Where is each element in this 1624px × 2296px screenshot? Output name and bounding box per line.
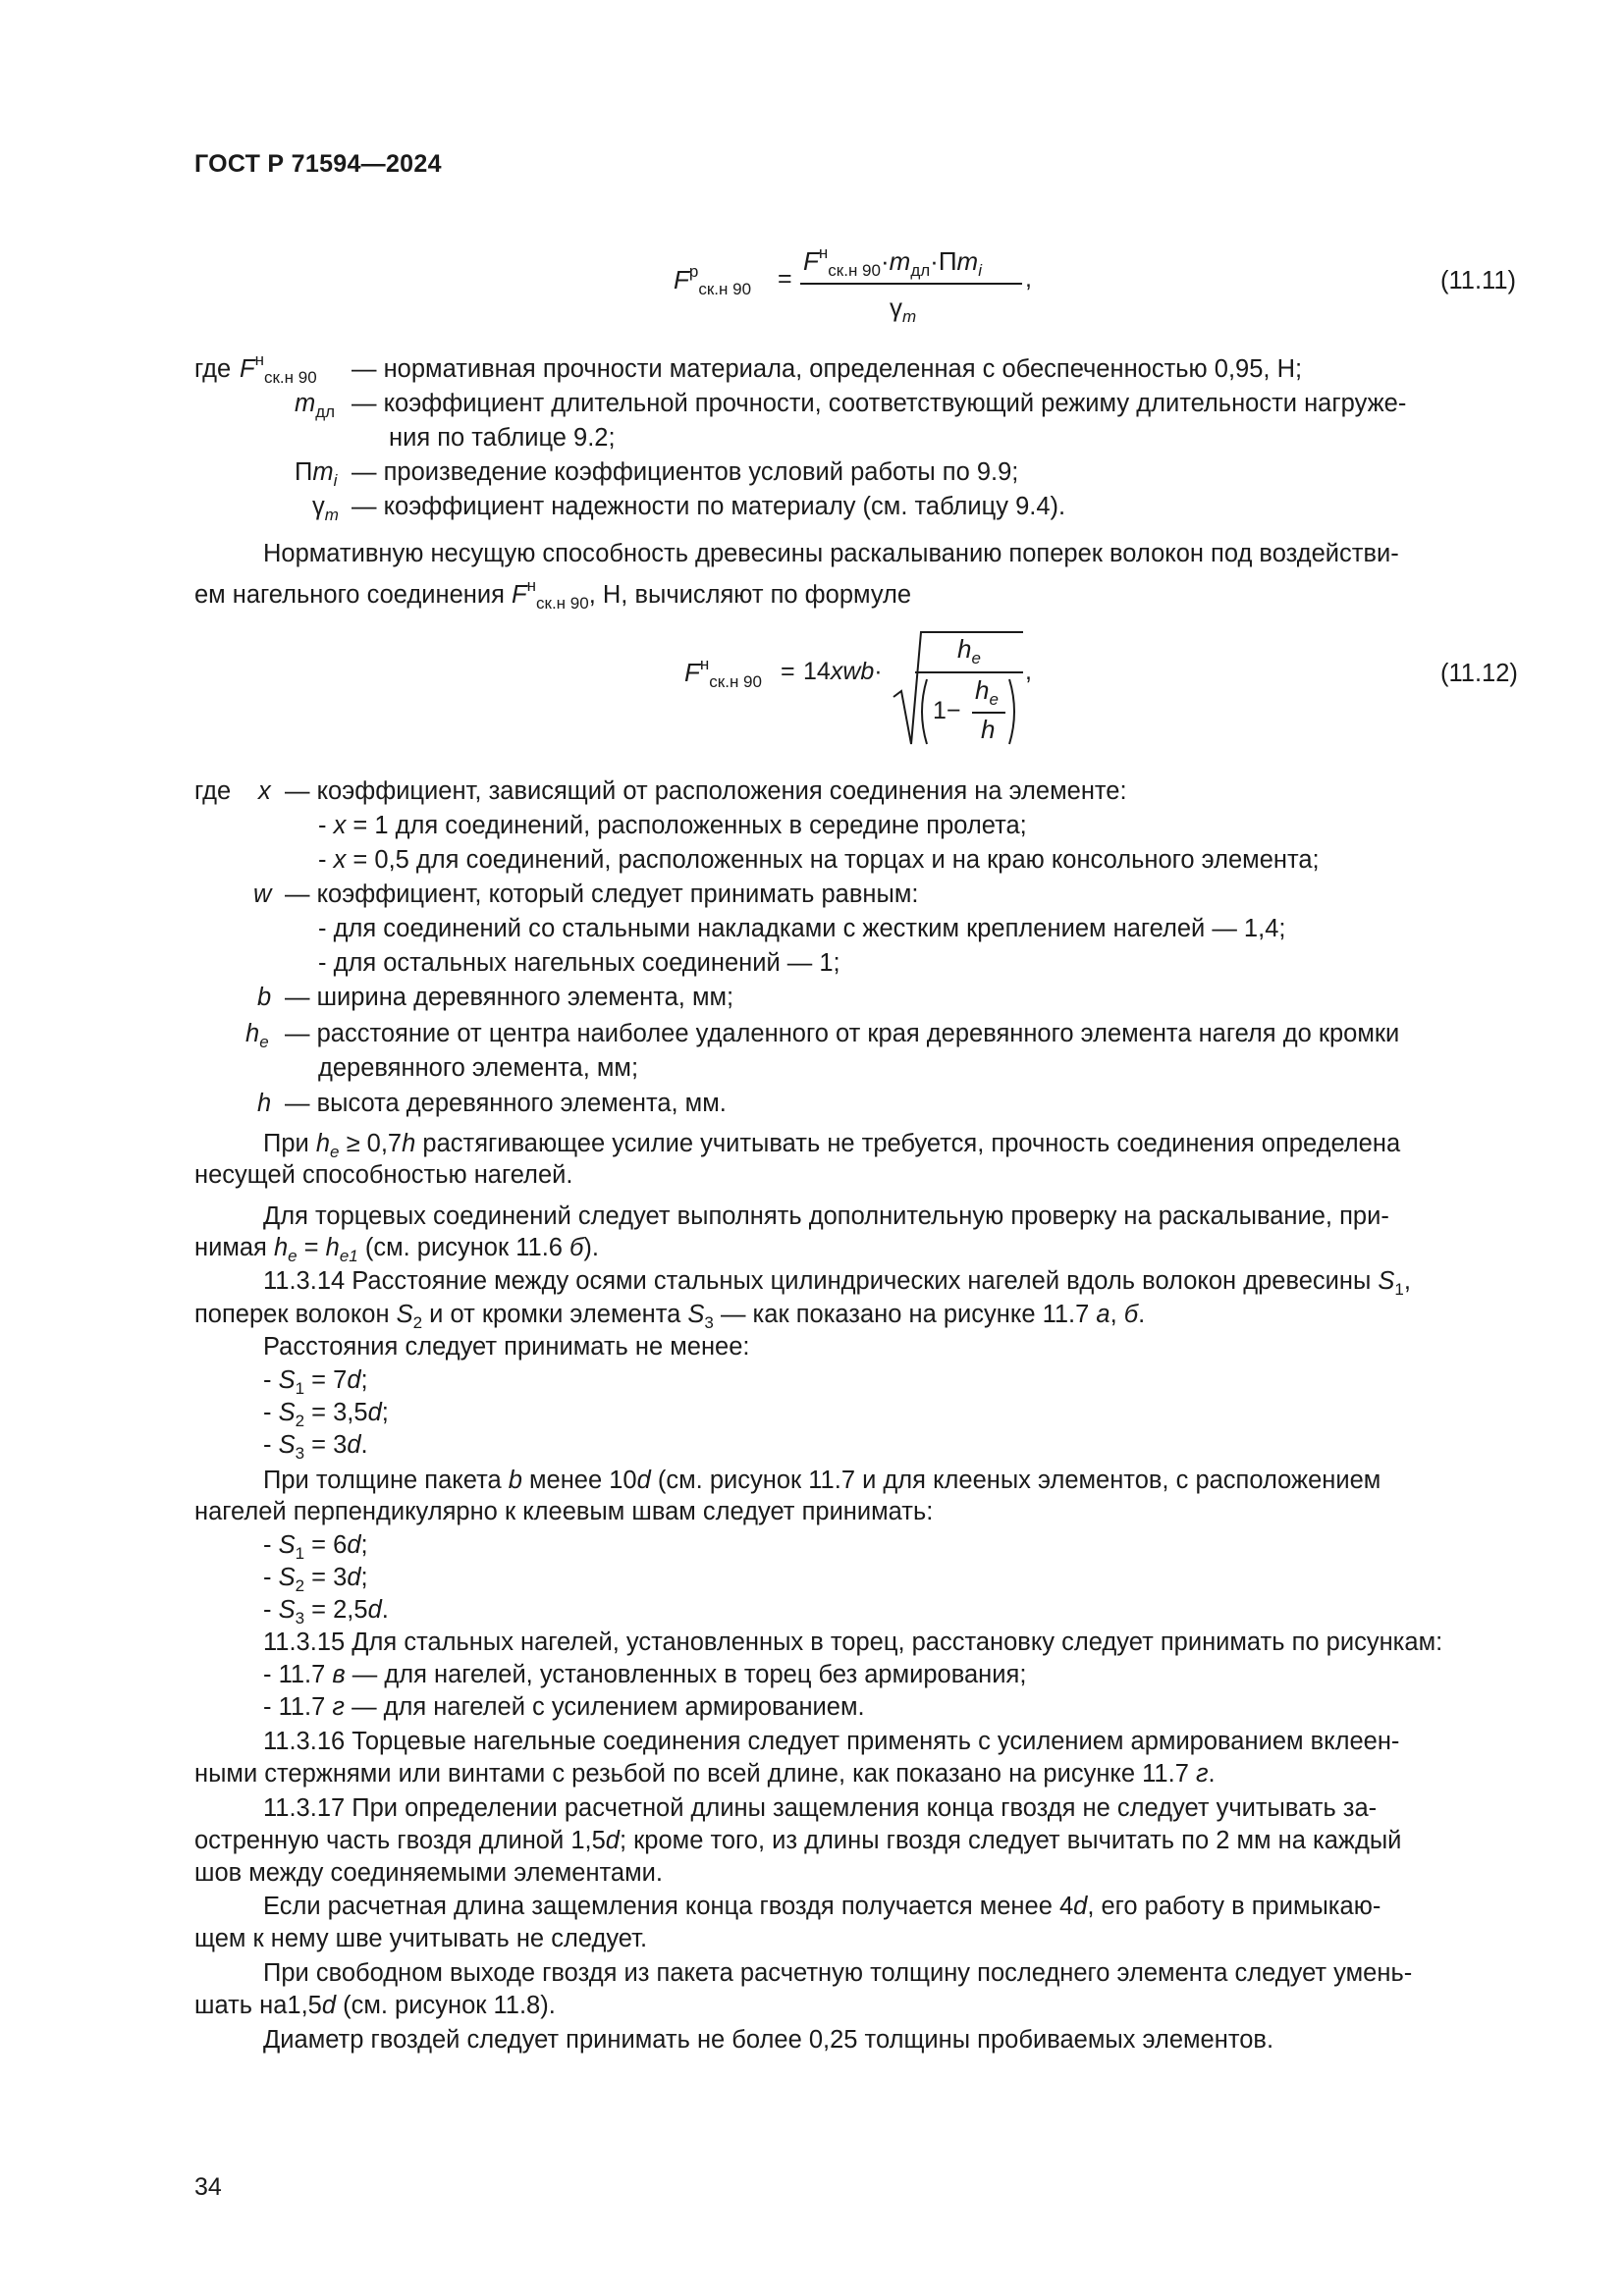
list-item: - $S_1 = 6d$; [263, 1531, 368, 1563]
symbol-h: h [257, 1090, 272, 1117]
para-normative-line2: ем нагельного соединения $F^н_{ск.н 90}$, Н, вычисляют по формуле [194, 576, 912, 613]
symbol-prod-mi: $Пm_i$ [295, 458, 338, 490]
list-item: - $S_2 = 3,5d$; [263, 1399, 389, 1430]
x-option-1: - x = 1 для соединений, расположенных в середине пролета; [318, 812, 1027, 839]
para-nail-diameter: Диаметр гвоздей следует принимать не более 0,25 толщины пробиваемых элементов. [263, 2026, 1274, 2054]
fraction-bar [915, 671, 1023, 673]
formula-lhs: $F^р_{ск.н 90}$ [674, 262, 752, 298]
para-free-exit-line2: шать на1,5d (см. рисунок 11.8). [194, 1992, 556, 2019]
definition-he-cont: деревянного элемента, мм; [318, 1054, 639, 1082]
para-11-3-15-line1: 11.3.15 Для стальных нагелей, установленных в торец, расстановку следует принимать по рисункам: [263, 1629, 1443, 1656]
list-item: - $S_3 = 3d$. [263, 1431, 368, 1463]
symbol-m-dl: $m_{дл}$ [295, 390, 336, 421]
para-nail-length-line1: Если расчетная длина защемления конца гвоздя получается менее 4d, его работу в примыкаю- [263, 1893, 1381, 1920]
symbol-F-norm: $F^н_{ск.н 90}$ [240, 350, 317, 387]
symbol-w: w [253, 881, 272, 908]
para-he-line2: несущей способностью нагелей. [194, 1161, 573, 1189]
where-prefix: где [194, 355, 232, 383]
w-option-1: - для соединений со стальными накладками с жестким креплением нагелей — 1,4; [318, 915, 1286, 942]
para-package-line2: нагелей перпендикулярно к клеевым швам следует принимать: [194, 1498, 934, 1525]
equals-sign: = [781, 658, 795, 685]
formula-lhs: $F^н_{ск.н 90}$ [684, 655, 762, 691]
para-package-line1: При толщине пакета b менее 10d (см. рисунок 11.7 и для клееных элементов, с расположением [263, 1467, 1381, 1494]
w-option-2: - для остальных нагельных соединений — 1; [318, 949, 840, 977]
sqrt-numerator: $h_e$ [957, 634, 981, 667]
definition-prod-mi: — произведение коэффициентов условий работы по 9.9; [352, 458, 1019, 486]
para-11-3-15-item2: - 11.7 г — для нагелей с усилением армированием. [263, 1693, 865, 1721]
equation-number: (11.11) [1440, 267, 1517, 294]
formula-11-11 [0, 236, 1624, 334]
para-11-3-16-line1: 11.3.16 Торцевые нагельные соединения следует применять с усилением армированием вклеен- [263, 1728, 1400, 1755]
comma: , [1025, 658, 1032, 685]
definition-b: — ширина деревянного элемента, мм; [285, 984, 734, 1011]
right-paren-icon [1005, 677, 1021, 746]
one-minus: 1− [933, 697, 961, 724]
symbol-x: x [258, 777, 271, 805]
formula-11-12 [0, 628, 1624, 756]
x-option-2: - x = 0,5 для соединений, расположенных на торцах и на краю консольного элемента; [318, 846, 1320, 874]
para-11-3-14-line3: Расстояния следует принимать не менее: [263, 1333, 750, 1361]
definition-h: — высота деревянного элемента, мм. [285, 1090, 727, 1117]
comma: , [1025, 265, 1032, 293]
list-item: - $S_3 = 2,5d$. [263, 1596, 389, 1628]
definition-m-dl-cont: ния по таблице 9.2; [389, 424, 616, 452]
para-end-line1: Для торцевых соединений следует выполнять дополнительную проверку на раскалывание, при- [263, 1202, 1389, 1230]
formula-numerator: $F^н_{ск.н 90}\cdot m_{дл}\cdot Пm_i$ [803, 243, 982, 280]
formula-denominator: $\gamma_m$ [890, 293, 917, 326]
formula-coef: 14xwb· [803, 658, 883, 685]
para-end-line2: нимая $h_e = h_{e1}$ (см. рисунок 11.6 б). [194, 1234, 599, 1265]
symbol-b: b [257, 984, 272, 1011]
fraction-bar [800, 283, 1022, 285]
para-11-3-17-line2: остренную часть гвоздя длиной 1,5d; кроме того, из длины гвоздя следует вычитать по 2 мм на каждый [194, 1827, 1402, 1854]
definition-x: — коэффициент, зависящий от расположения соединения на элементе: [285, 777, 1127, 805]
page-number: 34 [194, 2173, 222, 2201]
definition-m-dl: — коэффициент длительной прочности, соответствующий режиму длительности нагруже- [352, 390, 1407, 417]
list-item: - $S_2 = 3d$; [263, 1564, 368, 1595]
para-11-3-17-line3: шов между соединяемыми элементами. [194, 1859, 663, 1887]
para-nail-length-line2: щем к нему шве учитывать не следует. [194, 1925, 648, 1952]
inner-denominator: h [981, 715, 996, 744]
definition-F-norm: — нормативная прочности материала, определенная с обеспеченностью 0,95, Н; [352, 355, 1303, 383]
definition-he: — расстояние от центра наиболее удаленного от края деревянного элемента нагеля до кромки [285, 1020, 1400, 1047]
para-he-line1: При $h_e \ge 0,7h$ растягивающее усилие учитывать не требуется, прочность соединения определена [263, 1130, 1401, 1161]
equals-sign: = [778, 265, 792, 293]
where-prefix-2: где [194, 777, 232, 805]
left-paren-icon [915, 677, 931, 746]
para-free-exit-line1: При свободном выходе гвоздя из пакета расчетную толщину последнего элемента следует умень- [263, 1959, 1413, 1987]
inner-fraction-bar [972, 712, 1005, 714]
para-11-3-14-line1: 11.3.14 Расстояние между осями стальных цилиндрических нагелей вдоль волокон древесины $S_1$, [263, 1267, 1411, 1299]
para-11-3-17-line1: 11.3.17 При определении расчетной длины защемления конца гвоздя не следует учитывать за- [263, 1794, 1378, 1822]
list-item: - $S_1 = 7d$; [263, 1366, 368, 1398]
document-code-header: ГОСТ Р 71594—2024 [194, 150, 442, 178]
para-11-3-14-line2: поперек волокон $S_2$ и от кромки элемента $S_3$ — как показано на рисунке 11.7 а, б. [194, 1301, 1146, 1332]
para-11-3-16-line2: ными стержнями или винтами с резьбой по всей длине, как показано на рисунке 11.7 г. [194, 1760, 1216, 1788]
para-normative-line1: Нормативную несущую способность древесины раскалыванию поперек волокон под воздействи- [263, 540, 1399, 567]
inner-numerator: $h_e$ [975, 675, 999, 709]
para-11-3-15-item1: - 11.7 в — для нагелей, установленных в торец без армирования; [263, 1661, 1027, 1688]
equation-number: (11.12) [1440, 660, 1518, 687]
symbol-gamma-m: $\gamma_m$ [312, 493, 339, 524]
symbol-he: $h_e$ [245, 1020, 269, 1051]
definition-gamma-m: — коэффициент надежности по материалу (см. таблицу 9.4). [352, 493, 1066, 520]
definition-w: — коэффициент, который следует принимать равным: [285, 881, 919, 908]
